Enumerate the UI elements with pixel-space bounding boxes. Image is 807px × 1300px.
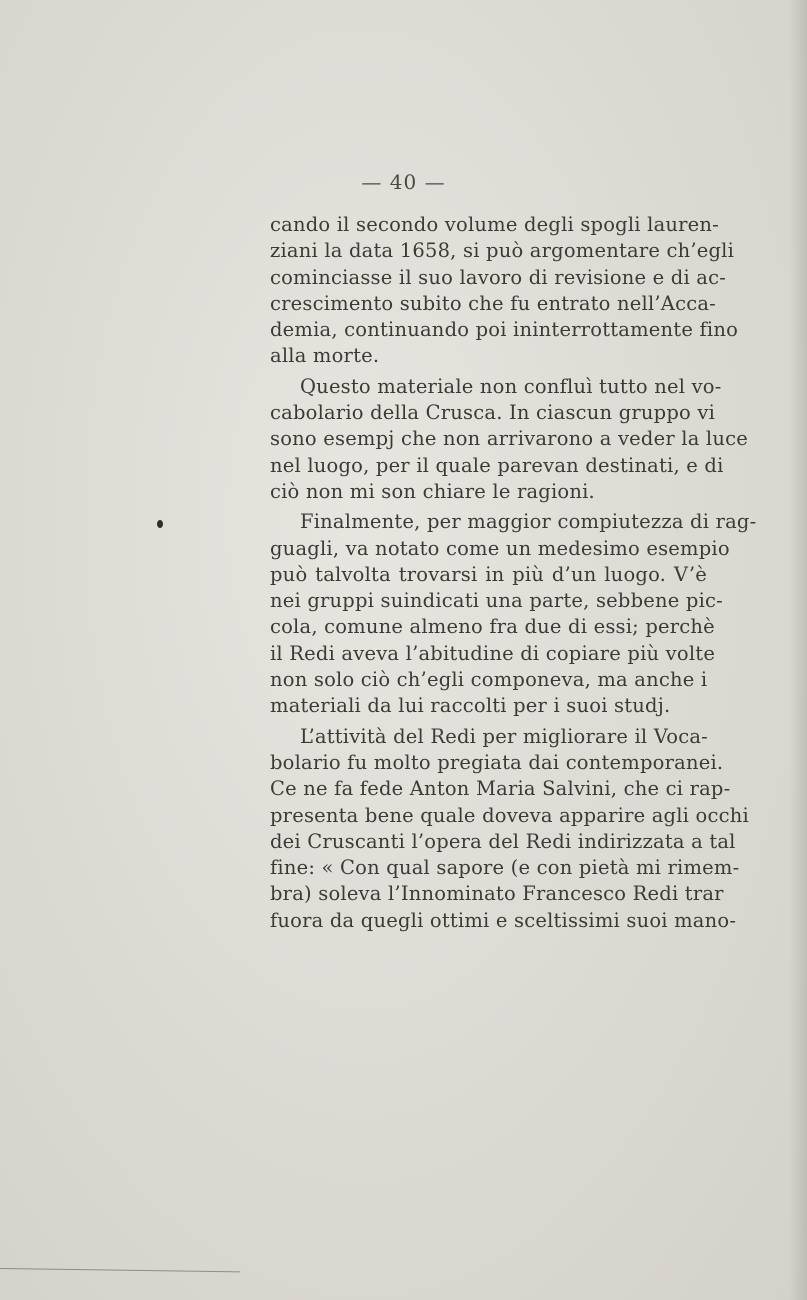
text-line: cola, comune almeno fra due di essi; perchè bbox=[270, 615, 715, 639]
text-line: dei Cruscanti l’opera del Redi indirizzata a tal bbox=[270, 829, 736, 853]
paragraph-2 bbox=[270, 374, 748, 505]
text-line: nei gruppi suindicati una parte, sebbene pic- bbox=[270, 589, 723, 613]
text-line: fuora da quegli ottimi e sceltissimi suoi mano- bbox=[270, 908, 737, 932]
text-line: ziani la data 1658, si può argomentare ch’egli bbox=[270, 239, 735, 263]
text-line: ciò non mi son chiare le ragioni. bbox=[270, 479, 595, 503]
page-edge-shadow bbox=[789, 0, 807, 1300]
page-number: — 40 — bbox=[361, 170, 446, 194]
text-line: nel luogo, per il quale parevan destinati, e di bbox=[270, 453, 724, 477]
text-line: può talvolta trovarsi in più d’un luogo. V’è bbox=[270, 562, 707, 586]
text-line: non solo ciò ch’egli componeva, ma anche i bbox=[270, 668, 708, 692]
text-line: materiali da lui raccolti per i suoi studj. bbox=[270, 694, 671, 718]
text-line: demia, continuando poi ininterrottamente fino bbox=[270, 318, 739, 342]
paragraph-1 bbox=[270, 212, 739, 370]
text-line: cominciasse il suo lavoro di revisione e di ac- bbox=[270, 265, 727, 289]
text-line: il Redi aveva l’abitudine di copiare più volte bbox=[270, 641, 716, 665]
body-text bbox=[270, 212, 757, 934]
text-line: bolario fu molto pregiata dai contemporanei. bbox=[270, 750, 724, 774]
ink-speck bbox=[157, 520, 163, 528]
text-line: cabolario della Crusca. In ciascun gruppo vi bbox=[270, 401, 716, 425]
text-line: crescimento subito che fu entrato nell’Acca- bbox=[270, 291, 716, 315]
paper-scratch bbox=[0, 1268, 240, 1275]
paragraph-4 bbox=[270, 724, 749, 934]
text-line: Ce ne fa fede Anton Maria Salvini, che ci rap- bbox=[270, 777, 731, 801]
text-line: guagli, va notato come un medesimo esempio bbox=[270, 536, 730, 560]
text-line: presenta bene quale doveva apparire agli occhi bbox=[270, 803, 749, 827]
text-line: bra) soleva l’Innominato Francesco Redi trar bbox=[270, 882, 724, 906]
text-line: Questo materiale non confluì tutto nel vo- bbox=[300, 374, 722, 398]
text-line: sono esempj che non arrivarono a veder la luce bbox=[270, 427, 748, 451]
paragraph-3 bbox=[270, 509, 757, 719]
text-line: alla morte. bbox=[270, 344, 380, 368]
text-line: cando il secondo volume degli spogli lauren- bbox=[270, 213, 719, 236]
text-line: L’attività del Redi per migliorare il Voca- bbox=[300, 724, 708, 748]
text-line: fine: « Con qual sapore (e con pietà mi rimem- bbox=[270, 856, 740, 880]
text-line: Finalmente, per maggior compiutezza di rag- bbox=[300, 510, 757, 534]
